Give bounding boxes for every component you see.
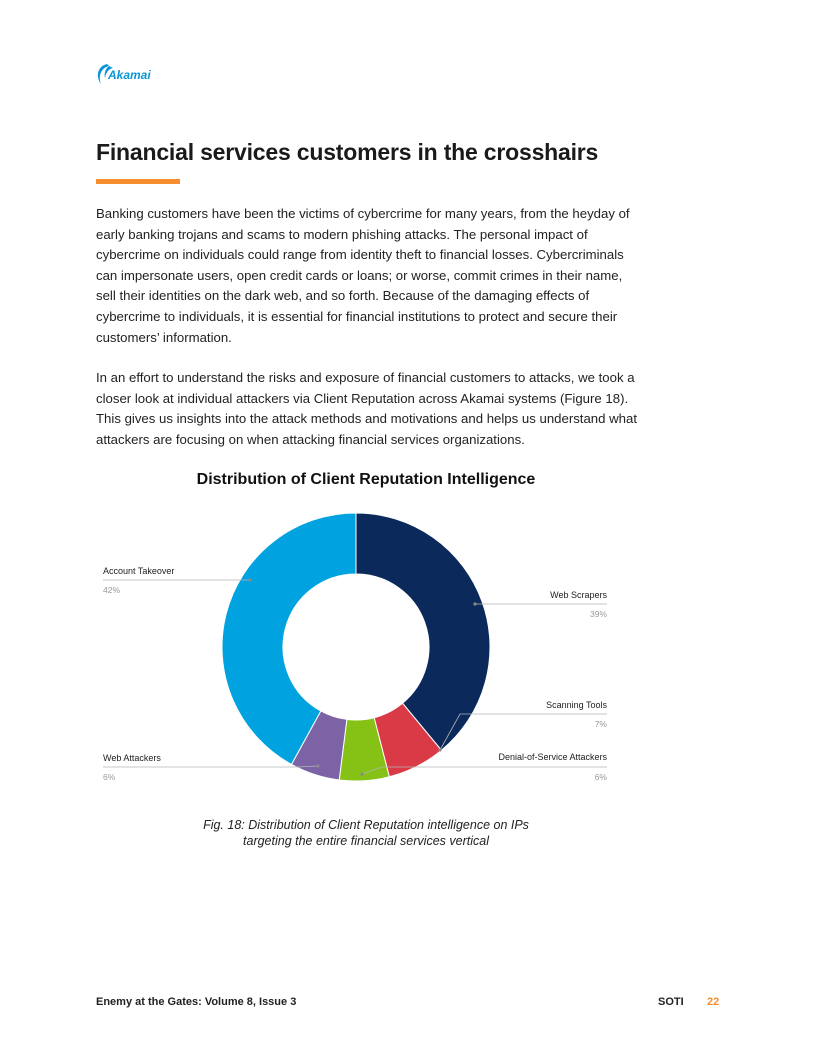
- leader-dot-denial-of-service-attackers: [360, 772, 363, 775]
- slice-percent-denial-of-service-attackers: 6%: [594, 772, 607, 782]
- leader-dot-account-takeover: [248, 578, 251, 581]
- slice-label-denial-of-service-attackers: Denial-of-Service Attackers: [498, 752, 607, 762]
- slice-label-web-scrapers: Web Scrapers: [550, 590, 607, 600]
- footer-title: Enemy at the Gates: Volume 8, Issue 3: [96, 996, 297, 1008]
- slice-label-account-takeover: Account Takeover: [103, 566, 175, 576]
- caption-line-2: targeting the entire financial services vertical: [243, 834, 489, 848]
- slice-percent-web-attackers: 6%: [103, 772, 116, 782]
- logo-text: Akamai: [108, 68, 151, 82]
- leader-dot-web-scrapers: [473, 602, 476, 605]
- caption-line-1: Fig. 18: Distribution of Client Reputation intelligence on IPs: [203, 818, 529, 832]
- chart-title: Distribution of Client Reputation Intelligence: [196, 471, 536, 488]
- paragraph-analysis: In an effort to understand the risks and exposure of financial customers to attacks, we took a closer look at individual attackers via Client Reputation across Akamai systems (Figure 18). This gives us insights into the attack methods and motivations and helps us understand what attackers are focusing on when attacking financial services organizations.: [96, 370, 637, 447]
- slice-percent-web-scrapers: 39%: [589, 609, 607, 619]
- leader-dot-scanning-tools: [438, 748, 441, 751]
- page-heading: Financial services customers in the crosshairs: [96, 139, 599, 165]
- footer-section: SOTI: [658, 996, 684, 1008]
- figure-caption: [196, 817, 536, 849]
- slice-percent-scanning-tools: 7%: [594, 719, 607, 729]
- slice-label-scanning-tools: Scanning Tools: [546, 700, 607, 710]
- slice-label-web-attackers: Web Attackers: [103, 753, 161, 763]
- footer-page-number: 22: [707, 996, 720, 1008]
- paragraph-intro: Banking customers have been the victims of cybercrime for many years, from the heyday of early banking trojans and scams to modern phishing attacks. The personal impact of cybercrime on individuals could range from identity theft to financial losses. Cybercriminals can impersonate users, open credit cards or loans; or worse, commit crimes in their name, sell their identities on the dark web, and so forth. Because of the damaging effects of cybercrime to individuals, it is essential for financial institutions to protect and secure their customers’ information.: [96, 206, 630, 345]
- leader-dot-web-attackers: [316, 764, 319, 767]
- leader-line-web-attackers: [103, 766, 318, 767]
- slice-web-scrapers: [356, 513, 490, 750]
- slice-percent-account-takeover: 42%: [103, 585, 121, 595]
